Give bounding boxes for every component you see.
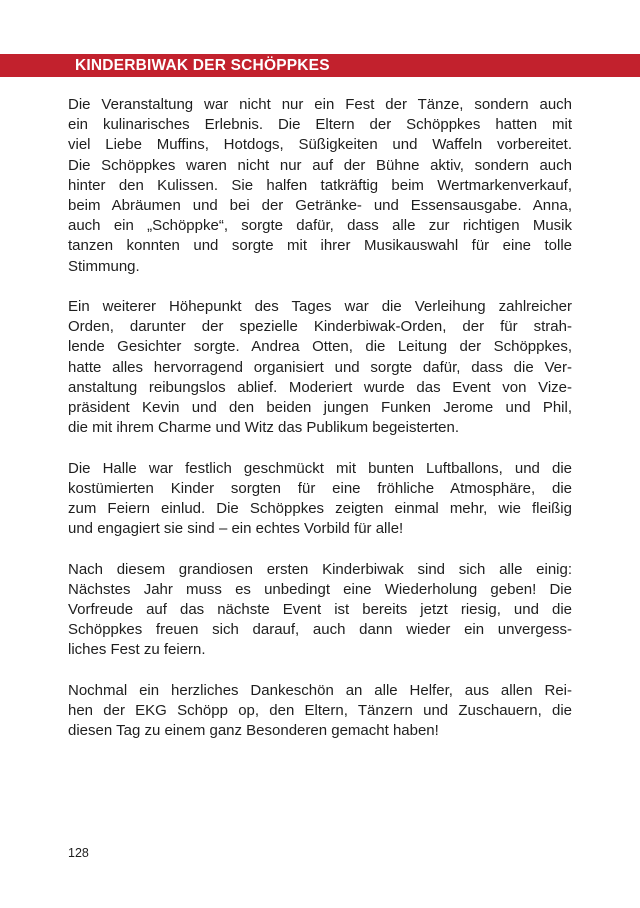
article-body (68, 95, 572, 762)
text-line: liches Fest zu feiern. (68, 641, 206, 659)
text-line: Schöppkes freuen sich darauf, auch dann wieder ein unvergess- (68, 621, 572, 639)
section-header-bar (0, 54, 640, 77)
text-line: Stimmung. (68, 257, 140, 275)
text-line: diesen Tag zu einem ganz Besonderen gemacht haben! (68, 722, 439, 740)
paragraph (68, 95, 572, 277)
text-line: tanzen konnten und sorgte mit ihrer Musikauswahl für eine tolle (68, 237, 572, 255)
text-line: Ein weiterer Höhepunkt des Tages war die Verleihung zahlreicher (68, 298, 572, 316)
text-line: viel Liebe Muffins, Hotdogs, Süßigkeiten und Waffeln vorbereitet. (68, 136, 572, 154)
text-line: Die Halle war festlich geschmückt mit bunten Luftballons, und die (68, 459, 572, 477)
text-line: hinter den Kulissen. Sie halfen tatkräftig beim Wertmarkenverkauf, (68, 176, 572, 194)
text-line: auch ein „Schöppke“, sorgte dafür, dass alle zur richtigen Musik (68, 217, 572, 235)
paragraph (68, 459, 572, 540)
text-line: präsident Kevin und den beiden jungen Funken Jerome und Phil, (68, 399, 572, 417)
section-title: KINDERBIWAK DER SCHÖPPKES (75, 56, 330, 74)
page-number: 128 (68, 846, 89, 860)
paragraph (68, 681, 572, 742)
text-line: kostümierten Kinder sorgten für eine fröhliche Atmosphäre, die (68, 479, 572, 497)
text-line: und engagiert sie sind – ein echtes Vorbild für alle! (68, 520, 404, 538)
text-line: Orden, darunter der spezielle Kinderbiwak-Orden, der für strah- (68, 318, 572, 336)
text-line: anstaltung reibungslos ablief. Moderiert wurde das Event von Vize- (68, 378, 572, 396)
text-line: Die Veranstaltung war nicht nur ein Fest der Tänze, sondern auch (68, 96, 572, 113)
text-line: Die Schöppkes waren nicht nur auf der Bühne aktiv, sondern auch (68, 156, 572, 174)
text-line: Vorfreude auf das nächste Event ist bereits jetzt riesig, und die (68, 601, 572, 619)
text-line: beim Abräumen und bei der Getränke- und Essensausgabe. Anna, (68, 197, 572, 215)
paragraph (68, 297, 572, 438)
text-line: Nach diesem grandiosen ersten Kinderbiwak sind sich alle einig: (68, 560, 572, 578)
text-line: die mit ihrem Charme und Witz das Publikum begeisterten. (68, 419, 459, 437)
text-line: Nochmal ein herzliches Dankeschön an alle Helfer, aus allen Rei- (68, 681, 572, 699)
paragraph (68, 560, 572, 661)
text-line: ein kulinarisches Erlebnis. Die Eltern der Schöppkes hatten mit (68, 116, 572, 134)
text-line: lende Gesichter sorgte. Andrea Otten, die Leitung der Schöppkes, (68, 338, 572, 356)
text-line: zum Feiern einlud. Die Schöppkes zeigten einmal mehr, wie fleißig (68, 500, 572, 518)
text-line: hatte alles hervorragend organisiert und sorgte dafür, dass die Ver- (68, 358, 572, 376)
text-line: hen der EKG Schöpp op, den Eltern, Tänzern und Zuschauern, die (68, 702, 572, 720)
text-line: Nächstes Jahr muss es unbedingt eine Wiederholung geben! Die (68, 580, 572, 598)
